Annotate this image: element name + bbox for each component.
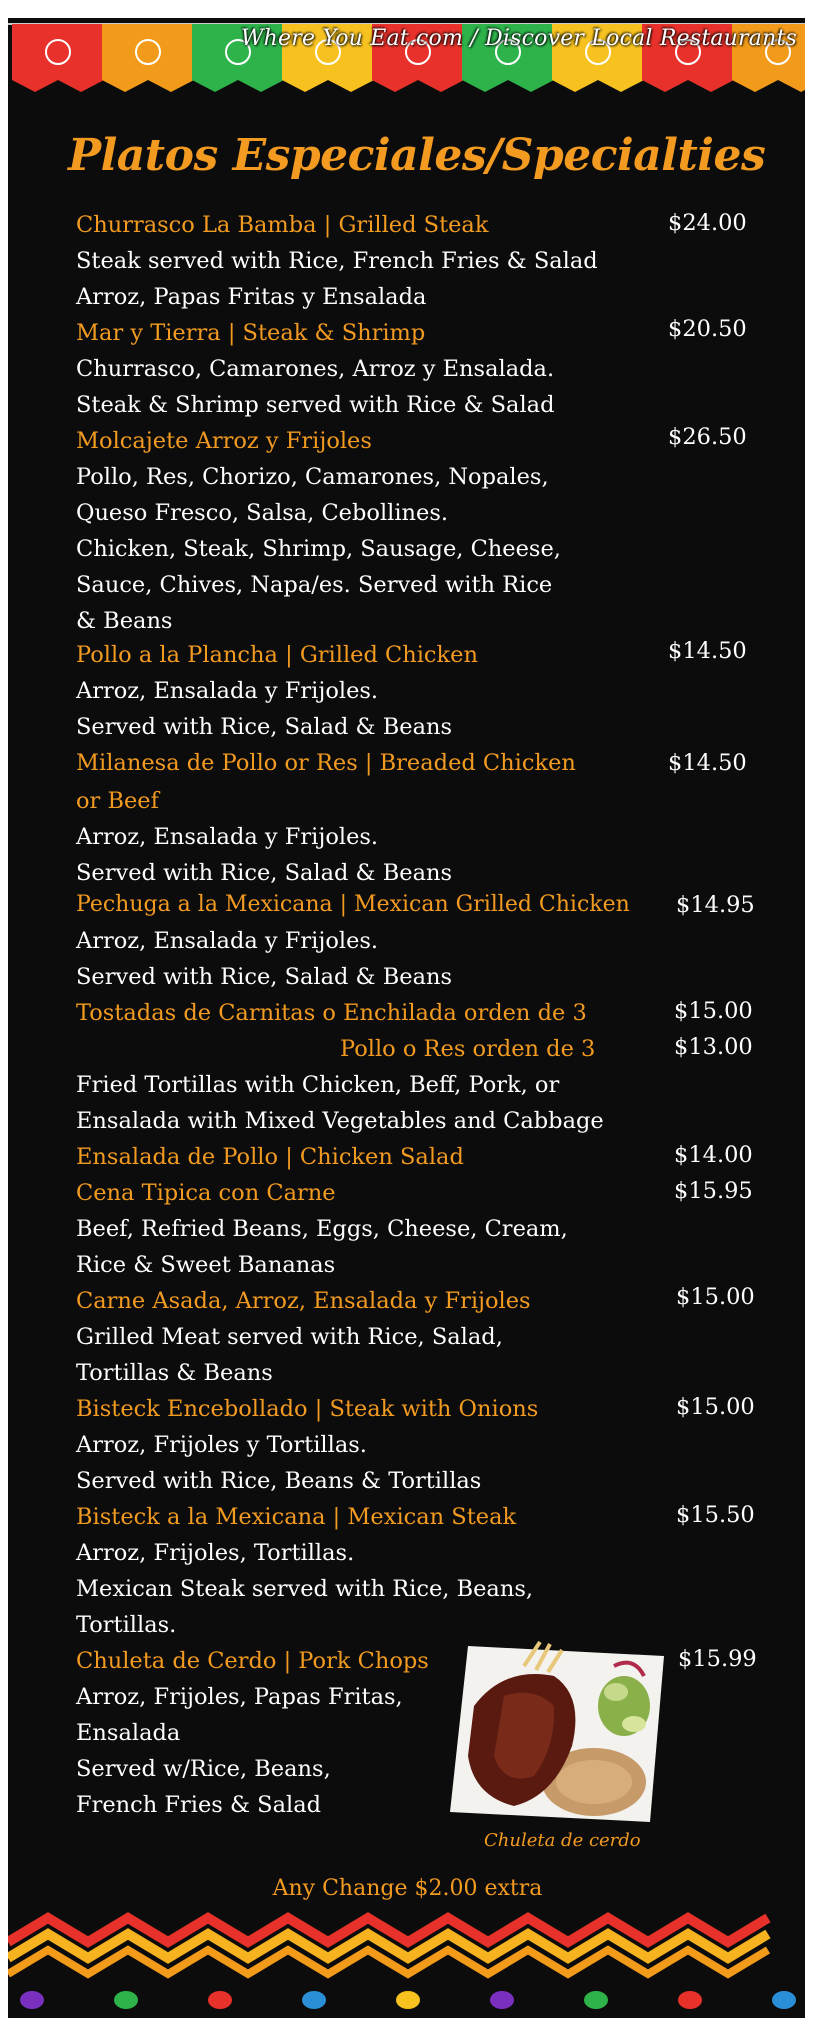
footer-note: Any Change $2.00 extra [272, 1876, 543, 1901]
menu-item-desc: Arroz, Ensalada y Frijoles. [76, 928, 379, 954]
menu-item-price: $15.00 [676, 1284, 755, 1310]
menu-item-name: Milanesa de Pollo or Res | Breaded Chicken [76, 750, 576, 776]
banner-dot [490, 1991, 514, 2009]
menu-item-price: $15.00 [674, 998, 753, 1024]
menu-item-sub-price: $13.00 [674, 1034, 753, 1060]
menu-item-price: $15.95 [674, 1178, 753, 1204]
menu-item-name: Carne Asada, Arroz, Ensalada y Frijoles [76, 1288, 531, 1314]
banner-dot [114, 1991, 138, 2009]
menu-item-price: $20.50 [668, 316, 747, 342]
menu-item-desc: Served with Rice, Salad & Beans [76, 860, 453, 886]
menu-item-price: $14.95 [676, 892, 755, 918]
menu-item-name-cont: or Beef [76, 788, 159, 814]
menu-item-desc: Churrasco, Camarones, Arroz y Ensalada. [76, 356, 555, 382]
menu-item-desc: Arroz, Frijoles, Tortillas. [76, 1540, 355, 1566]
menu-item-name: Ensalada de Pollo | Chicken Salad [76, 1144, 464, 1170]
menu-item-desc: Served with Rice, Beans & Tortillas [76, 1468, 482, 1494]
menu-item-name: Pechuga a la Mexicana | Mexican Grilled Chicken [76, 892, 630, 917]
menu-item-name: Churrasco La Bamba | Grilled Steak [76, 212, 489, 238]
banner-dot [584, 1991, 608, 2009]
menu-item-name: Chuleta de Cerdo | Pork Chops [76, 1648, 429, 1674]
banner-dot [772, 1991, 796, 2009]
serape-zigzag-banner [8, 1912, 805, 2020]
menu-item-desc: Queso Fresco, Salsa, Cebollines. [76, 500, 449, 526]
menu-item-desc: Steak & Shrimp served with Rice & Salad [76, 392, 555, 418]
menu-item-desc: Served with Rice, Salad & Beans [76, 714, 453, 740]
papel-picado-flag [102, 24, 194, 92]
menu-item-price: $15.00 [676, 1394, 755, 1420]
watermark: Where You Eat.com / Discover Local Restaurants [240, 26, 797, 51]
menu-item-name: Pollo a la Plancha | Grilled Chicken [76, 642, 478, 668]
menu-item-name: Tostadas de Carnitas o Enchilada orden de 3 [76, 1000, 587, 1026]
menu-item-desc: Arroz, Ensalada y Frijoles. [76, 824, 379, 850]
menu-item-desc: Tortillas. [76, 1612, 177, 1638]
menu-item-desc: Steak served with Rice, French Fries & Salad [76, 248, 598, 274]
menu-item-price: $14.50 [668, 638, 747, 664]
menu-item-desc: Beef, Refried Beans, Eggs, Cheese, Cream, [76, 1216, 568, 1242]
menu-item-desc: Arroz, Ensalada y Frijoles. [76, 678, 379, 704]
menu-item-desc: French Fries & Salad [76, 1792, 322, 1818]
menu-item-desc: Arroz, Papas Fritas y Ensalada [76, 284, 427, 310]
menu-item-name: Bisteck Encebollado | Steak with Onions [76, 1396, 539, 1422]
menu-item-price: $15.99 [678, 1646, 757, 1672]
menu-item-name: Cena Tipica con Carne [76, 1180, 336, 1206]
banner-dot [396, 1991, 420, 2009]
menu-item-name: Mar y Tierra | Steak & Shrimp [76, 320, 426, 346]
menu-item-desc: Grilled Meat served with Rice, Salad, [76, 1324, 503, 1350]
menu-item-desc: Fried Tortillas with Chicken, Beff, Pork, or [76, 1072, 560, 1098]
menu-item-desc: Chicken, Steak, Shrimp, Sausage, Cheese, [76, 536, 561, 562]
menu-item-price: $14.50 [668, 750, 747, 776]
menu-item-desc: Arroz, Frijoles y Tortillas. [76, 1432, 367, 1458]
menu-item-desc: Tortillas & Beans [76, 1360, 273, 1386]
papel-picado-flag [12, 24, 104, 92]
page-title: Platos Especiales/Specialties [68, 130, 766, 181]
pork-chops-photo [444, 1636, 670, 1832]
menu-item-desc: Arroz, Frijoles, Papas Fritas, [76, 1684, 403, 1710]
menu-item-name: Bisteck a la Mexicana | Mexican Steak [76, 1504, 517, 1530]
menu-item-desc: Rice & Sweet Bananas [76, 1252, 336, 1278]
photo-caption: Chuleta de cerdo [484, 1830, 641, 1851]
menu-item-desc: Ensalada with Mixed Vegetables and Cabbage [76, 1108, 604, 1134]
menu-item-name: Molcajete Arroz y Frijoles [76, 428, 372, 454]
menu-item-price: $15.50 [676, 1502, 755, 1528]
banner-dot [20, 1991, 44, 2009]
menu-item-desc: Mexican Steak served with Rice, Beans, [76, 1576, 534, 1602]
banner-dot [678, 1991, 702, 2009]
menu-item-sub-name: Pollo o Res orden de 3 [340, 1036, 596, 1062]
menu-item-desc: Ensalada [76, 1720, 181, 1746]
menu-item-desc: Served with Rice, Salad & Beans [76, 964, 453, 990]
menu-item-desc: Pollo, Res, Chorizo, Camarones, Nopales, [76, 464, 549, 490]
banner-dot [302, 1991, 326, 2009]
banner-dot [208, 1991, 232, 2009]
menu-item-desc: Served w/Rice, Beans, [76, 1756, 331, 1782]
menu-item-price: $26.50 [668, 424, 747, 450]
menu-item-price: $14.00 [674, 1142, 753, 1168]
menu-item-price: $24.00 [668, 210, 747, 236]
menu-item-desc: Sauce, Chives, Napa/es. Served with Rice [76, 572, 553, 598]
menu-item-desc: & Beans [76, 608, 173, 634]
